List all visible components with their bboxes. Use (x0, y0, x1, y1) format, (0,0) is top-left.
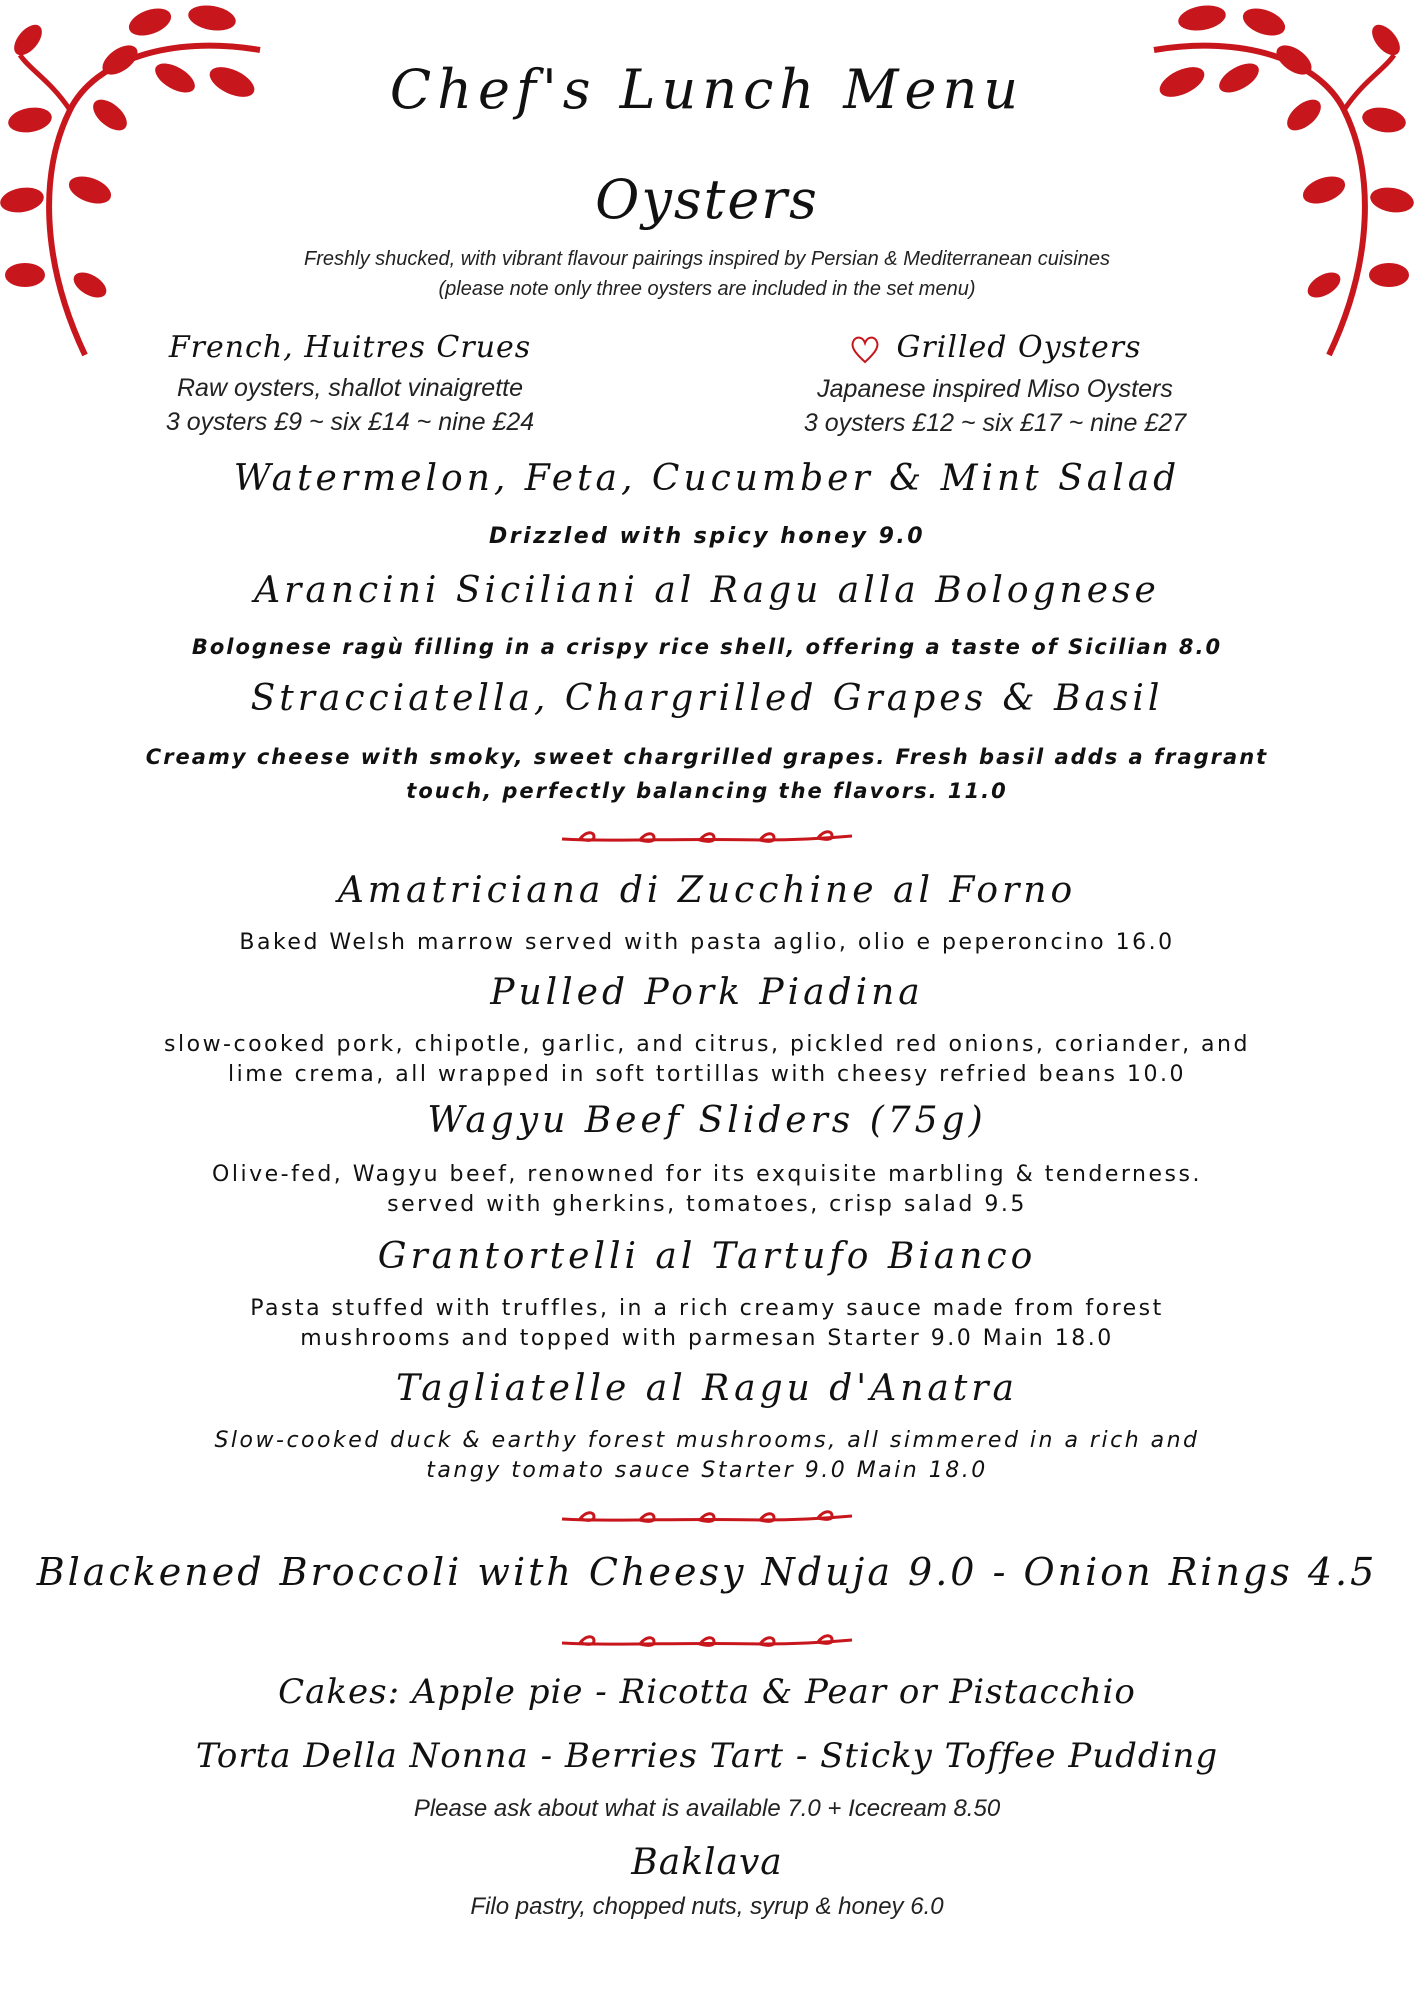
vine-divider-icon (560, 1504, 854, 1534)
oysters-intro: Freshly shucked, with vibrant flavour pairings inspired by Persian & Mediterranean cuisines (304, 248, 1110, 270)
dish-name: Grantortelli al Tartufo Bianco (377, 1236, 1037, 1277)
dish-desc: touch, perfectly balancing the flavors. 11.0 (406, 779, 1008, 803)
oysters-heading: Oysters (595, 168, 819, 231)
vine-divider-icon (560, 1628, 854, 1658)
dish-desc: Slow-cooked duck & earthy forest mushrooms, all simmered in a rich and (214, 1428, 1200, 1453)
dish-desc: mushrooms and topped with parmesan Starter 9.0 Main 18.0 (300, 1326, 1114, 1351)
oyster-option-name (765, 330, 1225, 366)
dessert-cakes: Cakes: Apple pie - Ricotta & Pear or Pistacchio (278, 1672, 1136, 1712)
oyster-option-desc: Raw oysters, shallot vinaigrette (177, 374, 523, 402)
dessert-baklava-name: Baklava (631, 1842, 783, 1883)
oysters-note: (please note only three oysters are included in the set menu) (438, 278, 976, 300)
dessert-tarts: Torta Della Nonna - Berries Tart - Sticky Toffee Pudding (195, 1736, 1219, 1776)
dish-desc: lime crema, all wrapped in soft tortillas with cheesy refried beans 10.0 (227, 1062, 1186, 1087)
dish-name: Tagliatelle al Ragu d'Anatra (396, 1368, 1018, 1409)
dish-name: Stracciatella, Chargrilled Grapes & Basil (250, 678, 1164, 719)
dish-desc: tangy tomato sauce Starter 9.0 Main 18.0 (426, 1458, 988, 1483)
oyster-option-raw (120, 330, 580, 439)
vine-divider-icon (560, 824, 854, 854)
oyster-option-name-text: Grilled Oysters (896, 330, 1142, 365)
menu-title: Chef's Lunch Menu (389, 58, 1025, 121)
oyster-option-price: 3 oysters £12 ~ six £17 ~ nine £27 (803, 409, 1187, 437)
dish-name: Pulled Pork Piadina (490, 972, 924, 1013)
oyster-option-name: French, Huitres Crues (168, 330, 532, 365)
dish-desc: served with gherkins, tomatoes, crisp salad 9.5 (387, 1192, 1027, 1217)
dish-name: Wagyu Beef Sliders (75g) (427, 1100, 987, 1141)
dish-desc: slow-cooked pork, chipotle, garlic, and citrus, pickled red onions, coriander, and (164, 1032, 1250, 1057)
oyster-option-desc: Japanese inspired Miso Oysters (817, 375, 1173, 403)
dessert-note: Please ask about what is available 7.0 + Icecream 8.50 (413, 1795, 1001, 1822)
sides-line: Blackened Broccoli with Cheesy Nduja 9.0 - Onion Rings 4.5 (36, 1550, 1378, 1594)
heart-outline-icon (848, 332, 882, 366)
dessert-baklava-desc: Filo pastry, chopped nuts, syrup & honey 6.0 (470, 1893, 944, 1920)
dish-desc: Pasta stuffed with truffles, in a rich creamy sauce made from forest (250, 1296, 1164, 1321)
dish-name: Watermelon, Feta, Cucumber & Mint Salad (233, 458, 1181, 499)
dish-desc: Bolognese ragù filling in a crispy rice shell, offering a taste of Sicilian 8.0 (191, 635, 1223, 659)
dish-desc: Creamy cheese with smoky, sweet chargrilled grapes. Fresh basil adds a fragrant (145, 745, 1269, 769)
dish-desc: Olive-fed, Wagyu beef, renowned for its exquisite marbling & tenderness. (212, 1162, 1202, 1187)
dish-desc: Drizzled with spicy honey 9.0 (488, 524, 926, 549)
dish-name: Amatriciana di Zucchine al Forno (337, 870, 1077, 911)
dish-name: Arancini Siciliani al Ragu alla Bolognese (254, 570, 1160, 611)
oyster-option-price: 3 oysters £9 ~ six £14 ~ nine £24 (165, 408, 535, 436)
oyster-option-grilled (765, 330, 1225, 440)
dish-desc: Baked Welsh marrow served with pasta aglio, olio e peperoncino 16.0 (239, 930, 1175, 955)
